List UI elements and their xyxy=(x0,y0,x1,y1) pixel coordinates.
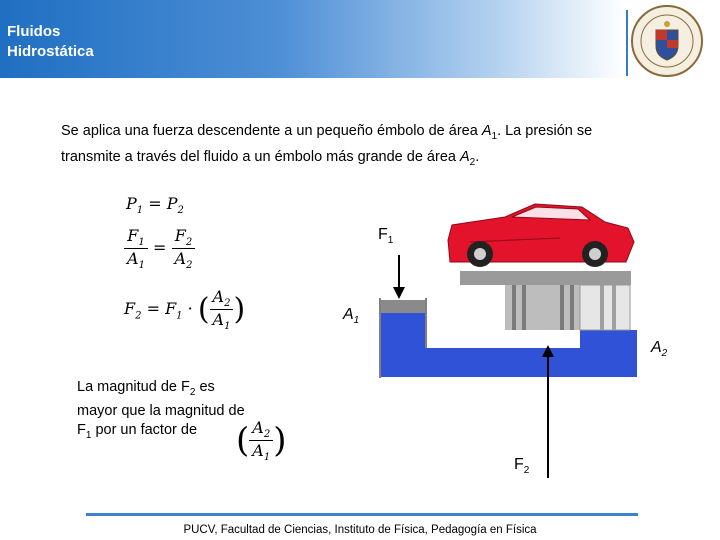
magnitude-note xyxy=(77,378,252,445)
eq2-d1-sub: 1 xyxy=(138,260,145,272)
factor-paren-right: ) xyxy=(273,420,287,461)
eq1-lhs: P xyxy=(126,194,137,213)
title-line-2: Hidrostática xyxy=(7,43,94,60)
title-line-1: Fluidos xyxy=(7,23,61,40)
eq1-rhs: P xyxy=(166,194,178,213)
eq1-op: = xyxy=(143,194,167,213)
large-cylinder-fluid xyxy=(580,330,637,348)
footer-text: PUCV, Facultad de Ciencias, Instituto de Física, Pedagogía en Física xyxy=(183,524,537,536)
small-cylinder-fluid xyxy=(381,313,425,377)
eq2-n1-sub: 1 xyxy=(138,237,145,249)
eq2-d1: A xyxy=(127,249,139,269)
small-piston xyxy=(381,300,425,313)
eq3-lhs-sub: 2 xyxy=(135,310,142,322)
magnitude-text-1: La magnitud de F xyxy=(77,379,190,395)
label-f1: $F_1$ xyxy=(378,226,394,247)
label-a1: $A_1$ xyxy=(343,306,360,327)
eq3-n-sub: 2 xyxy=(224,298,231,310)
eq2-n2: F xyxy=(174,226,186,245)
eq3-n: A xyxy=(212,287,225,306)
factor-expression xyxy=(236,418,286,463)
factor-n: A xyxy=(252,418,264,437)
car-icon xyxy=(448,204,634,267)
eq2-n1: F xyxy=(127,226,139,245)
eq3-paren-left: ( xyxy=(197,292,210,328)
factor-d-sub: 1 xyxy=(263,452,271,464)
factor-paren-left: ( xyxy=(236,420,250,461)
factor-n-sub: 2 xyxy=(263,429,271,441)
label-f2: $F_2$ xyxy=(514,456,530,477)
eq3-paren-right: ) xyxy=(233,292,246,328)
eq2-op: = xyxy=(153,238,167,258)
eq1-rhs-sub: 2 xyxy=(177,205,184,217)
lift-platform xyxy=(460,271,631,285)
intro-area-a1-sub: 1 xyxy=(491,130,498,142)
eq3-d-sub: 1 xyxy=(224,321,231,333)
eq3-f1-sub: 1 xyxy=(176,310,183,322)
large-piston xyxy=(505,285,580,330)
intro-area-a1: A xyxy=(481,123,492,139)
magnitude-sub-1: 2 xyxy=(189,386,196,398)
magnitude-text-3: por un factor de xyxy=(91,421,198,438)
intro-area-a2: A xyxy=(459,148,470,165)
eq3-f1: F xyxy=(165,299,177,319)
eq2-d2: A xyxy=(174,249,187,269)
eq1-lhs-sub: 1 xyxy=(136,205,144,217)
footer xyxy=(0,524,720,536)
intro-text-2: . La presión se transmite a través del fluido a un émbolo más grande de área xyxy=(61,123,593,165)
magnitude-text-2: es mayor que la magnitud de F xyxy=(77,379,245,438)
connecting-fluid xyxy=(425,348,637,377)
eq3-dot: · xyxy=(187,299,193,319)
eq2-n2-sub: 2 xyxy=(185,237,193,249)
intro-area-a2-sub: 2 xyxy=(469,156,476,168)
magnitude-sub-2: 1 xyxy=(85,429,92,441)
eq3-d: A xyxy=(212,310,225,330)
eq2-d2-sub: 2 xyxy=(186,260,193,272)
intro-text-1: Se aplica una fuerza descendente a un pequeño émbolo de área xyxy=(61,123,482,139)
label-a2: $A_2$ xyxy=(651,339,668,360)
intro-text-3: . xyxy=(475,148,480,165)
eq3-op: = xyxy=(141,299,166,319)
eq3-lhs: F xyxy=(124,299,136,319)
factor-d: A xyxy=(252,441,264,461)
factor-frac xyxy=(249,418,273,463)
footer-divider xyxy=(86,513,638,516)
